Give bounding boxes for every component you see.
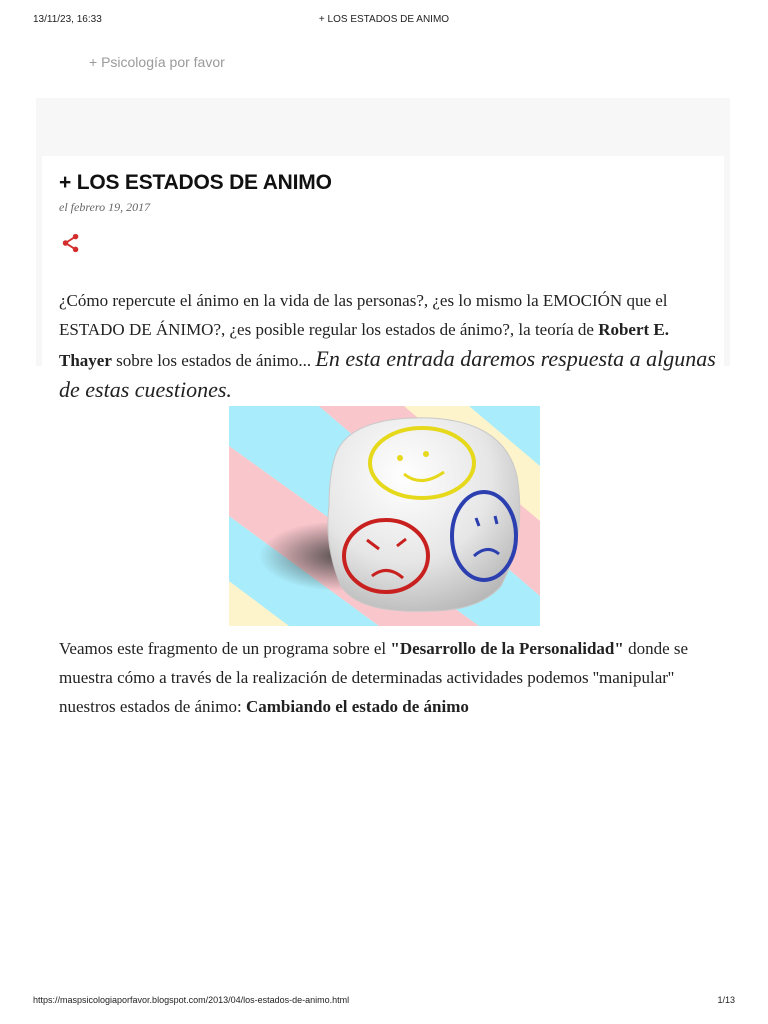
mood-dice-image — [229, 406, 540, 626]
intro-lead: En esta entrada daremos respuesta a algunas de estas cuestiones. — [59, 346, 716, 402]
post-title: + LOS ESTADOS DE ANIMO — [59, 171, 332, 194]
intro-text-2: sobre los estados de ánimo... — [111, 351, 316, 370]
print-page-title: + LOS ESTADOS DE ANIMO — [318, 14, 450, 25]
print-page-number: 1/13 — [717, 995, 735, 1005]
body-text-2: donde se muestra cómo a través de la realización de determinadas actividades podemos ''manipular'' nuestros estados de ánimo: — [59, 639, 689, 716]
print-datetime: 13/11/23, 16:33 — [33, 14, 102, 25]
body-program: "Desarrollo de la Personalidad" — [390, 639, 624, 658]
share-icon[interactable] — [60, 232, 82, 254]
body-text-1: Veamos este fragmento de un programa sobre el — [59, 639, 391, 658]
intro-author: Robert E. Thayer — [59, 320, 670, 370]
card-border-right — [724, 156, 730, 366]
card-border-left — [36, 156, 42, 366]
post-date: el febrero 19, 2017 — [59, 200, 151, 214]
print-header — [0, 14, 768, 28]
intro-paragraph — [59, 286, 719, 406]
header-band — [36, 98, 730, 156]
blog-name-link[interactable]: + Psicología por favor — [89, 54, 225, 70]
video-link[interactable]: Cambiando el estado de ánimo — [245, 697, 469, 716]
intro-text-1: ¿Cómo repercute el ánimo en la vida de las personas?, ¿es lo mismo la EMOCIÓN que el ESTADO DE ÁNIMO?, ¿es posible regular los estados de ánimo?, la teoría de — [59, 291, 668, 339]
print-url: https://maspsicologiaporfavor.blogspot.com/2013/04/los-estados-de-animo.html — [33, 995, 350, 1005]
body-paragraph — [59, 634, 719, 721]
print-footer — [0, 995, 768, 1009]
mood-dice-illustration — [229, 406, 540, 626]
